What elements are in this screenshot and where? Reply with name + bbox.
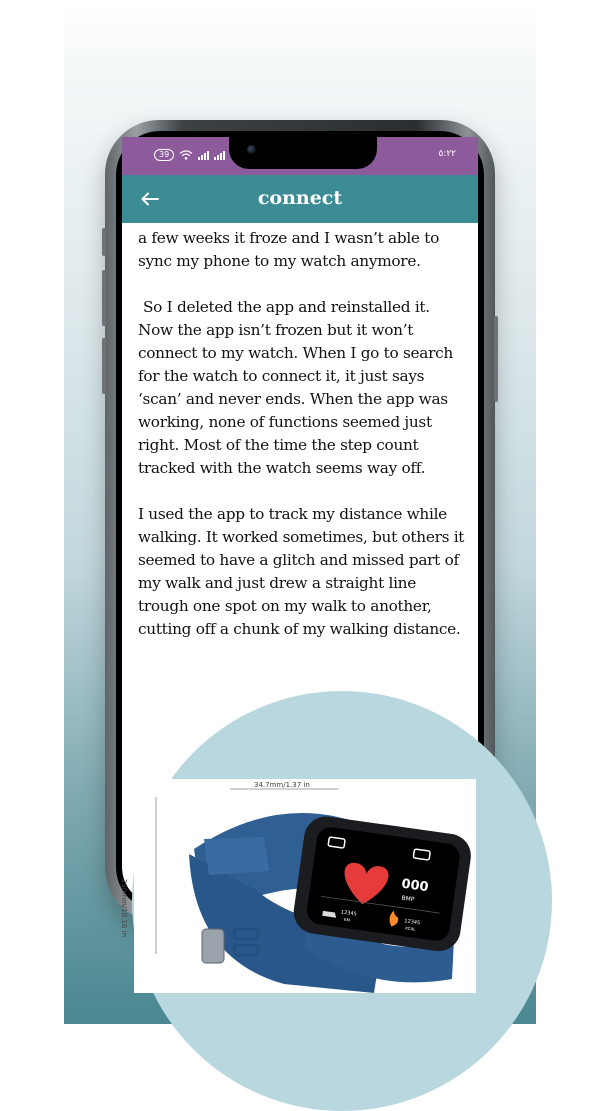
kcal-value: 12345 — [403, 918, 421, 927]
camera-notch — [229, 131, 377, 169]
phone-frame — [105, 120, 495, 938]
power-button — [494, 316, 498, 402]
steps-value: 12345 — [340, 909, 358, 918]
dimension-height-label: 250mm/10.16 in — [120, 879, 128, 938]
bpm-value: 000 — [400, 876, 430, 896]
paragraph — [138, 296, 468, 480]
bpm-unit: BMP — [401, 894, 415, 904]
front-camera-icon — [247, 145, 256, 154]
wifi-icon — [179, 150, 193, 160]
signal-icon-2 — [214, 150, 225, 160]
status-bar — [122, 137, 478, 175]
phone-bezel — [116, 131, 484, 938]
silent-switch — [102, 228, 106, 256]
status-icons — [154, 149, 225, 161]
phone-screen — [120, 137, 478, 938]
battery-badge: 39 — [154, 149, 174, 161]
volume-up-button — [102, 270, 106, 326]
kcal-unit: KCAL — [405, 925, 416, 932]
dimension-width-label: 34.7mm/1.37 in — [254, 781, 310, 789]
steps-unit: KM — [343, 916, 351, 923]
volume-down-button — [102, 338, 106, 394]
content-scroll-area[interactable] — [120, 223, 478, 938]
status-time: ٥:٢٢ — [438, 149, 456, 159]
smartwatch-illustration — [134, 779, 476, 993]
paragraph-text: So I deleted the app and reinstalled it. Now the app isn’t frozen but it won’t connect to my watch. When I go to search for the watch to connect it, it just says ‘scan’ and never ends. When the app was working, none of functions seemed just right. Most of the time the step count tracked with the watch seems way off. — [138, 298, 453, 477]
product-image-smartwatch — [120, 779, 476, 993]
review-text — [122, 223, 478, 641]
app-bar — [122, 175, 478, 223]
paragraph: I used the app to track my distance while walking. It worked sometimes, but others it seemed to have a glitch and missed part of my walk and just drew a straight line trough one spot on my walk to another, cutting off a chunk of my walking distance. — [138, 505, 465, 638]
paragraph: a few weeks it froze and I wasn’t able to sync my phone to my watch anymore. — [138, 229, 439, 270]
page-title: connect — [257, 187, 343, 209]
signal-icon — [198, 150, 209, 160]
